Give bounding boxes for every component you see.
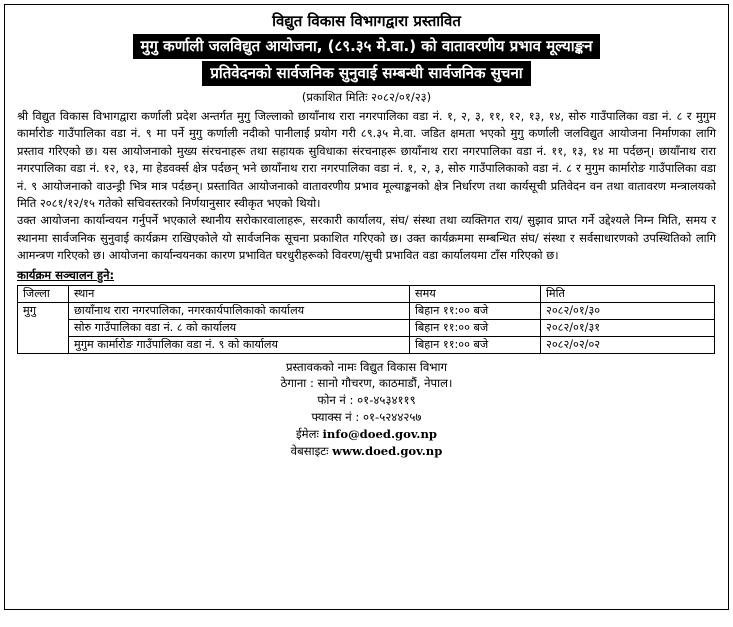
- proponent-name: विद्युत विकास विभाग: [360, 359, 448, 374]
- title-banner: [5, 34, 728, 86]
- title-banner-line-1: मुगु कर्णाली जलविद्युत आयोजना, (८९.३५ मे.वा.) को वातावरणीय प्रभाव मूल्याङ्कन: [133, 34, 601, 59]
- table-header-row: [18, 285, 715, 302]
- date-cell: २०८२/०१/३०: [541, 302, 715, 319]
- phone-value: ०१-४५३४११९: [357, 393, 416, 408]
- address-line: [5, 375, 728, 392]
- phone-label: फोन नं :: [317, 393, 354, 408]
- column-header-date: मिति: [541, 285, 715, 302]
- public-notice: [4, 4, 729, 610]
- place-cell: सोरु गाउँपालिका वडा नं. ८ को कार्यालय: [69, 319, 410, 336]
- title-banner-line-2: प्रतिवेदनको सार्वजनिक सुनुवाई सम्बन्धी सार्वजनिक सुचना: [202, 61, 530, 86]
- column-header-time: समय: [410, 285, 541, 302]
- column-header-district: जिल्ला: [18, 285, 69, 302]
- website-link[interactable]: www.doed.gov.np: [332, 443, 443, 458]
- website-line: [5, 443, 728, 460]
- column-header-place: स्थान: [69, 285, 410, 302]
- email-link[interactable]: info@doed.gov.np: [322, 426, 438, 441]
- district-cell: मुगु: [18, 302, 69, 353]
- published-date: (प्रकाशित मितिः २०८२/०१/२३): [301, 90, 432, 104]
- proponent-label: प्रस्तावकको नामः: [285, 359, 357, 374]
- time-cell: बिहान ११:०० बजे: [410, 319, 541, 336]
- schedule-table: [17, 285, 715, 354]
- place-cell: छायाँनाथ रारा नगरपालिका, नगरकार्यपालिकाको कार्यालय: [69, 302, 410, 319]
- table-row: [18, 336, 715, 353]
- fax-label: फ्याक्स नं :: [311, 410, 360, 425]
- fax-line: [5, 409, 728, 426]
- notice-body: [17, 108, 716, 265]
- notice-heading: विद्युत विकास विभागद्वारा प्रस्तावित: [272, 12, 461, 30]
- email-line: [5, 426, 728, 443]
- phone-line: [5, 392, 728, 409]
- proponent-line: [5, 359, 728, 376]
- time-cell: बिहान ११:०० बजे: [410, 302, 541, 319]
- table-row: [18, 319, 715, 336]
- table-row: [18, 302, 715, 319]
- date-cell: २०८२/०१/३१: [541, 319, 715, 336]
- schedule-heading: कार्यक्रम सञ्चालन हुने:: [17, 267, 115, 282]
- place-cell: मुगुम कार्मारोङ गाउँपालिका वडा नं. ९ को कार्यालय: [69, 336, 410, 353]
- paragraph-2: उक्त आयोजना कार्यान्वयन गर्नुपर्ने भएकाले स्थानीय सरोकारवालाहरू, सरकारी कार्यालय, संघ/ संस्था तथा व्यक्तिगत राय/ सुझाव प्राप्त गर्ने उद्देश्यले निम्न मिति, समय र स्थानमा सार्वजनिक सुनुवाई कार्यक्रम राखिएकोले यो सार्वजनिक सूचना प्रकाशित गरिएको छ। उक्त कार्यक्रममा सम्बन्धित संघ/ संस्था र सर्वसाधारणको उपस्थितिको लागि आमन्त्रण गरिएको छ। आयोजना कार्यान्वयनका कारण प्रभावित घरधुरीहरूको विवरण/सुची प्रभावित वडा कार्यालयमा टाँस गरिएको छ।: [17, 213, 716, 263]
- email-label: ईमेलः: [295, 426, 319, 441]
- website-label: वेबसाइटः: [290, 443, 329, 458]
- date-cell: २०८२/०२/०२: [541, 336, 715, 353]
- fax-value: ०१-५२४४२५७: [363, 410, 422, 425]
- address-label: ठेगाना :: [280, 376, 314, 391]
- contact-footer: [5, 359, 728, 460]
- paragraph-1: श्री विद्युत विकास विभागद्वारा कर्णाली प्रदेश अन्तर्गत मुगु जिल्लाको छायाँनाथ रारा नगरपालिका वडा नं. १, २, ३, ११, १२, १३, १४, सोरु गाउँपालिका वडा नं. ८ र मुगुम कार्मारोङ गाउँपालिका वडा नं. ९ मा पर्ने मुगु कर्णाली नदीको पानीलाई प्रयोग गरी ८९.३५ मे.वा. जडित क्षमता भएको मुगु कर्णाली जलविद्युत आयोजना निर्माणका लागि प्रस्ताव गरिएको छ। यस आयोजनाको मुख्य संरचनाहरू तथा सहायक सुविधाका संरचनाहरू छायाँनाथ रारा नगरपालिका वडा नं. ११, १३, १४ मा पर्दछन्। छायाँनाथ रारा नगरपालिका वडा नं. १२, १३, मा हेडवर्क्स क्षेत्र पर्दछन् भने छायाँनाथ रारा नगरपालिका वडा नं. १, २, ३, सोरु गाउँपालिकाको वडा नं. ८ र मुगुम कार्मारोङ गाउँपालिका वडा नं. ९ आयोजनाको वाउन्ड्री भित्र मात्र पर्दछन्। प्रस्तावित आयोजनाको वातावरणीय प्रभाव मूल्याङ्कनको क्षेत्र निर्धारण तथा कार्यसूची प्रतिवेदन वन तथा वातावरण मन्त्रालयको मिति २०८१/१२/१५ गतेको सचिवस्तरको निर्णयानुसार स्वीकृत भएको थियो।: [17, 109, 716, 211]
- address-value: सानो गौचरण, काठमाडौं, नेपाल।: [317, 376, 453, 391]
- time-cell: बिहान ११:०० बजे: [410, 336, 541, 353]
